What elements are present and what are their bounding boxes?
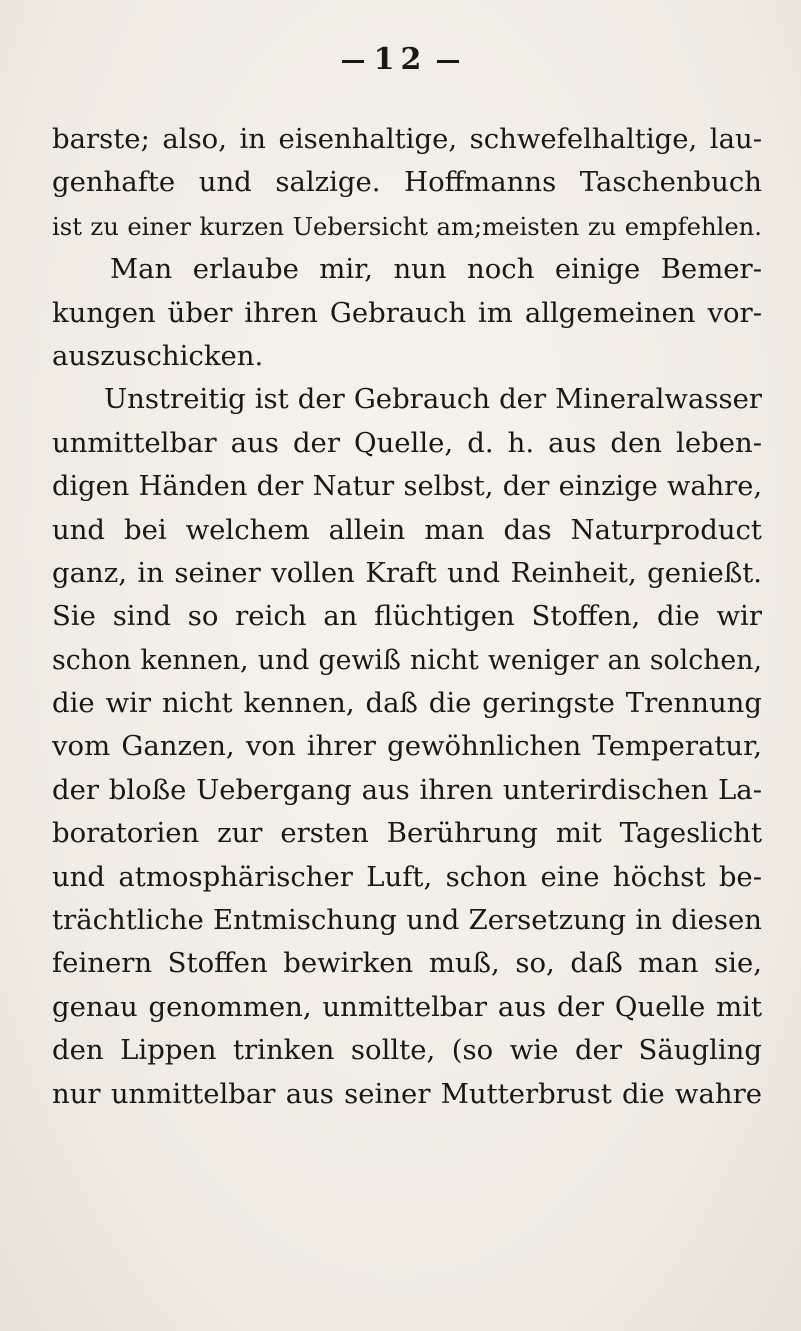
text-line-19: trächtliche Entmischung und Zersetzung in diesen <box>52 904 762 937</box>
page-header <box>0 42 801 77</box>
text-line-2: genhafte und salzige. Hoffmanns Taschenbuch <box>52 166 762 199</box>
body-text <box>52 118 762 1116</box>
page-number: 12 <box>373 42 428 77</box>
text-line-10: und bei welchem allein man das Naturproduct <box>52 513 762 546</box>
text-line-1: barste; also, in eisenhaltige, schwefelhaltige, lau- <box>52 123 762 155</box>
text-line-13: schon kennen, und gewiß nicht weniger an solchen, <box>52 644 762 676</box>
text-line-23: nur unmittelbar aus seiner Mutterbrust die wahre <box>52 1077 762 1110</box>
text-line-11: ganz, in seiner vollen Kraft und Reinheit, genießt. <box>52 556 762 589</box>
text-line-4: Man erlaube mir, nun noch einige Bemer- <box>110 253 762 286</box>
header-dash-right <box>437 60 459 63</box>
text-line-15: vom Ganzen, von ihrer gewöhnlichen Temperatur, <box>52 730 762 763</box>
text-line-12: Sie sind so reich an flüchtigen Stoffen, die wir <box>52 600 762 633</box>
text-line-22: den Lippen trinken sollte, (so wie der Säugling <box>52 1034 762 1067</box>
text-line-17: boratorien zur ersten Berührung mit Tageslicht <box>52 817 762 850</box>
text-line-8: unmittelbar aus der Quelle, d. h. aus den leben- <box>52 426 762 459</box>
text-line-7: Unstreitig ist der Gebrauch der Mineralwasser <box>104 383 762 416</box>
text-line-14: die wir nicht kennen, daß die geringste Trennung <box>52 687 762 720</box>
text-line-18: und atmosphärischer Luft, schon eine höchst be- <box>52 860 762 893</box>
header-dash-left <box>342 60 364 63</box>
text-line-3: ist zu einer kurzen Uebersicht am;meisten zu empfehlen. <box>52 211 762 241</box>
text-line-16: der bloße Uebergang aus ihren unterirdischen La- <box>52 773 762 806</box>
text-line-21: genau genommen, unmittelbar aus der Quelle mit <box>52 990 762 1023</box>
text-line-9: digen Händen der Natur selbst, der einzige wahre, <box>52 471 762 503</box>
text-line-6: auszuschicken. <box>52 339 264 372</box>
text-line-5: kungen über ihren Gebrauch im allgemeinen vor- <box>52 296 762 329</box>
text-line-20: feinern Stoffen bewirken muß, so, daß man sie, <box>52 947 762 980</box>
